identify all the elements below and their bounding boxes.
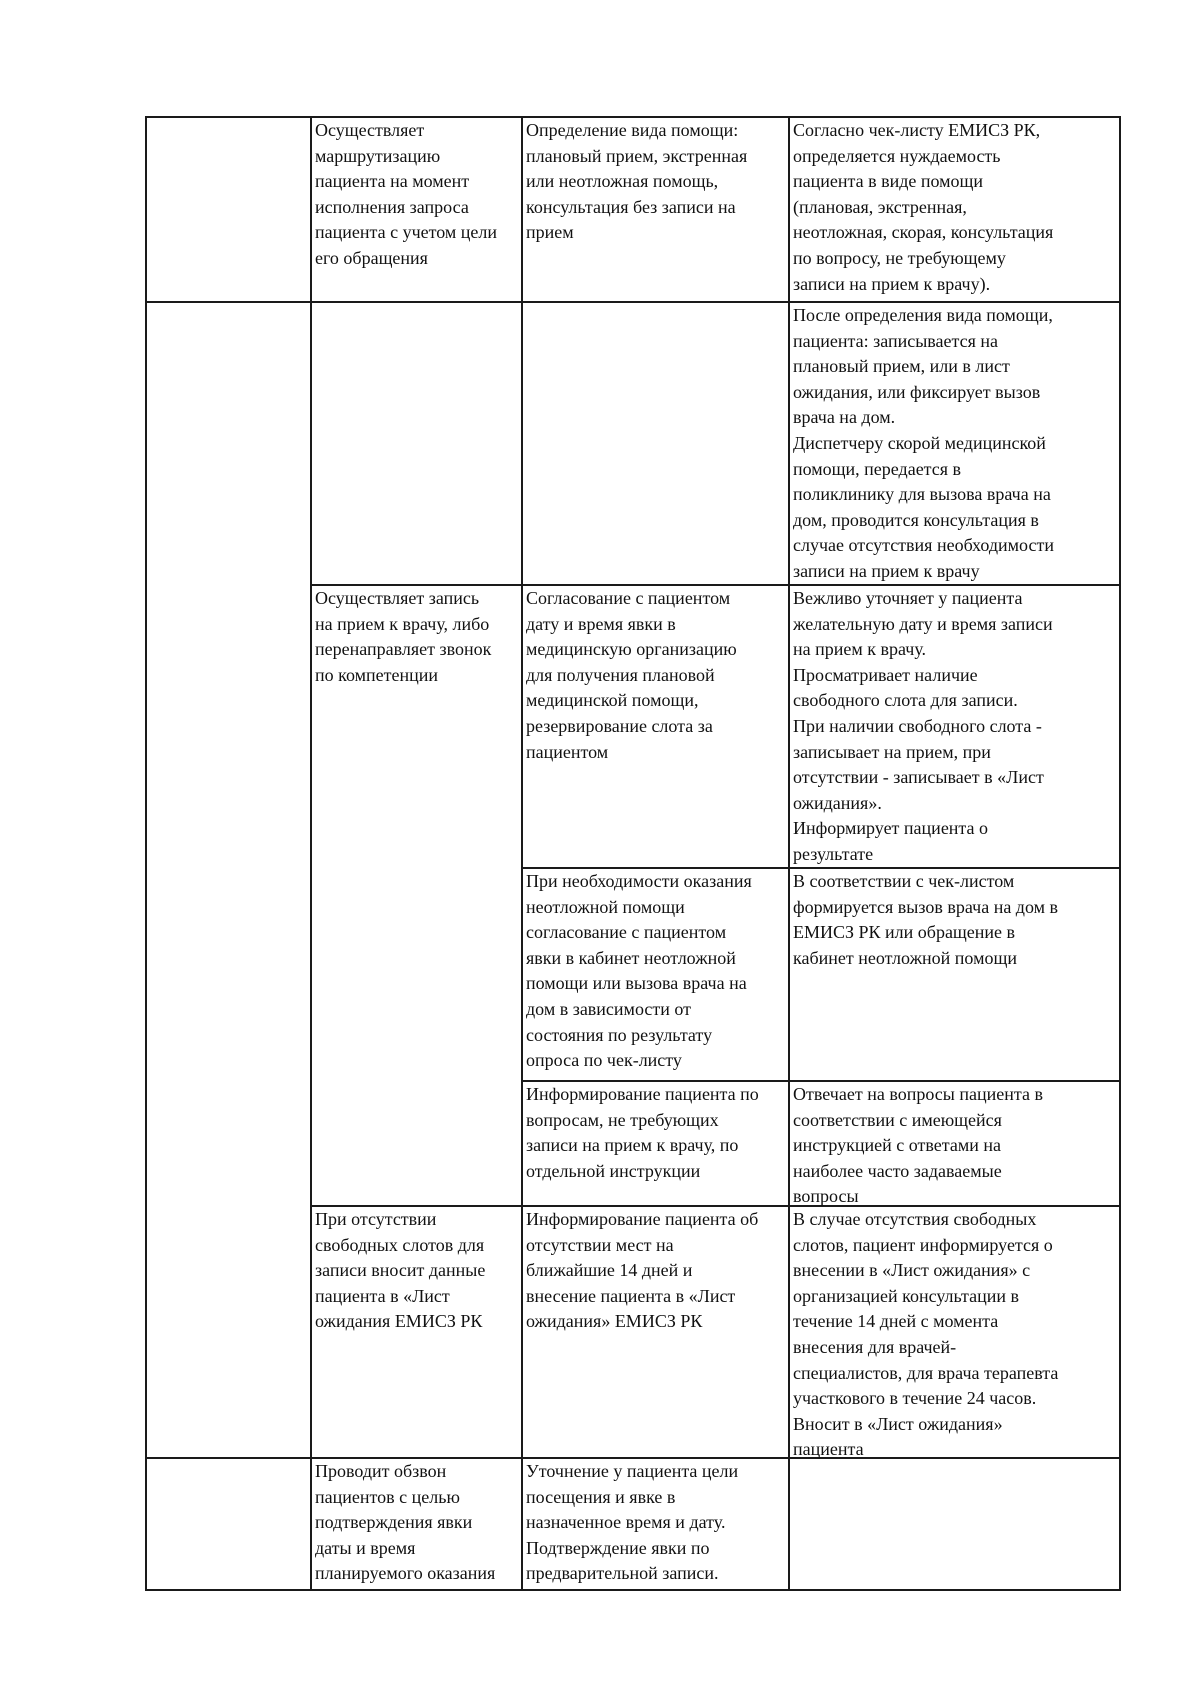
- cell-function: Уточнение у пациента цели посещения и явке в назначенное время и дату. Подтверждение явки по предварительной записи.: [526, 1461, 739, 1584]
- cell-action: При отсутствии свободных слотов для записи вносит данные пациента в «Лист ожидания ЕМИСЗ РК: [315, 1209, 486, 1332]
- cell-function: Информирование пациента об отсутствии мест на ближайшие 14 дней и внесение пациента в «Лист ожидания» ЕМИСЗ РК: [526, 1209, 759, 1332]
- cell-description: Отвечает на вопросы пациента в соответствии с имеющейся инструкцией с ответами на наиболее часто задаваемые вопросы: [793, 1084, 1043, 1207]
- cell-action: Осуществляет маршрутизацию пациента на момент исполнения запроса пациента с учетом цели его обращения: [315, 120, 498, 268]
- cell-function: При необходимости оказания неотложной помощи согласование с пациентом явки в кабинет неотложной помощи или вызова врача на дом в зависимости от состояния по результату опроса по чек-листу: [526, 871, 752, 1071]
- procedure-table: [145, 116, 1121, 1591]
- cell-action: Проводит обзвон пациентов с целью подтверждения явки даты и время планируемого оказания: [315, 1461, 496, 1584]
- table-border-left: [145, 116, 147, 1591]
- cell-function: Определение вида помощи: плановый прием, экстренная или неотложная помощь, консультация без записи на прием: [526, 120, 748, 243]
- cell-description: В случае отсутствия свободных слотов, пациент информируется о внесении в «Лист ожидания» с организацией консультации в течение 14 дней с момента внесения для врачей- специалистов, для врача терапевта участкового в течение 24 часов. Вносит в «Лист ожидания» пациента: [793, 1209, 1059, 1460]
- cell-description: Вежливо уточняет у пациента желательную дату и время записи на прием к врачу. Просматривает наличие свободного слота для записи. При наличии свободного слота - записывает на прием, при отсутствии - записывает в «Лист ожидания». Информирует пациента о результате: [793, 588, 1053, 864]
- cell-action: Осуществляет запись на прием к врачу, либо перенаправляет звонок по компетенции: [315, 588, 492, 685]
- cell-description: Согласно чек-листу ЕМИСЗ РК, определяется нуждаемость пациента в виде помощи (плановая, экстренная, неотложная, скорая, консультация по вопросу, не требующему записи на прием к врачу).: [793, 120, 1054, 294]
- column-divider-2: [521, 116, 523, 1591]
- cell-function: Информирование пациента по вопросам, не требующих записи на прием к врачу, по отдельной инструкции: [526, 1084, 759, 1181]
- table-border-right: [1119, 116, 1121, 1591]
- column-divider-3: [788, 116, 790, 1591]
- cell-function: Согласование с пациентом дату и время явки в медицинскую организацию для получения плановой медицинской помощи, резервирование слота за пациентом: [526, 588, 737, 762]
- cell-description: После определения вида помощи, пациента: записывается на плановый прием, или в лист ожидания, или фиксирует вызов врача на дом. Диспетчеру скорой медицинской помощи, передается в поликлинику для вызова врача на дом, проводится консультация в случае отсутствия необходимости записи на прием к врачу: [793, 305, 1054, 581]
- cell-description: В соответствии с чек-листом формируется вызов врача на дом в ЕМИСЗ РК или обращение в кабинет неотложной помощи: [793, 871, 1059, 968]
- table-border-bottom: [145, 1589, 1121, 1591]
- column-divider-1: [310, 116, 312, 1591]
